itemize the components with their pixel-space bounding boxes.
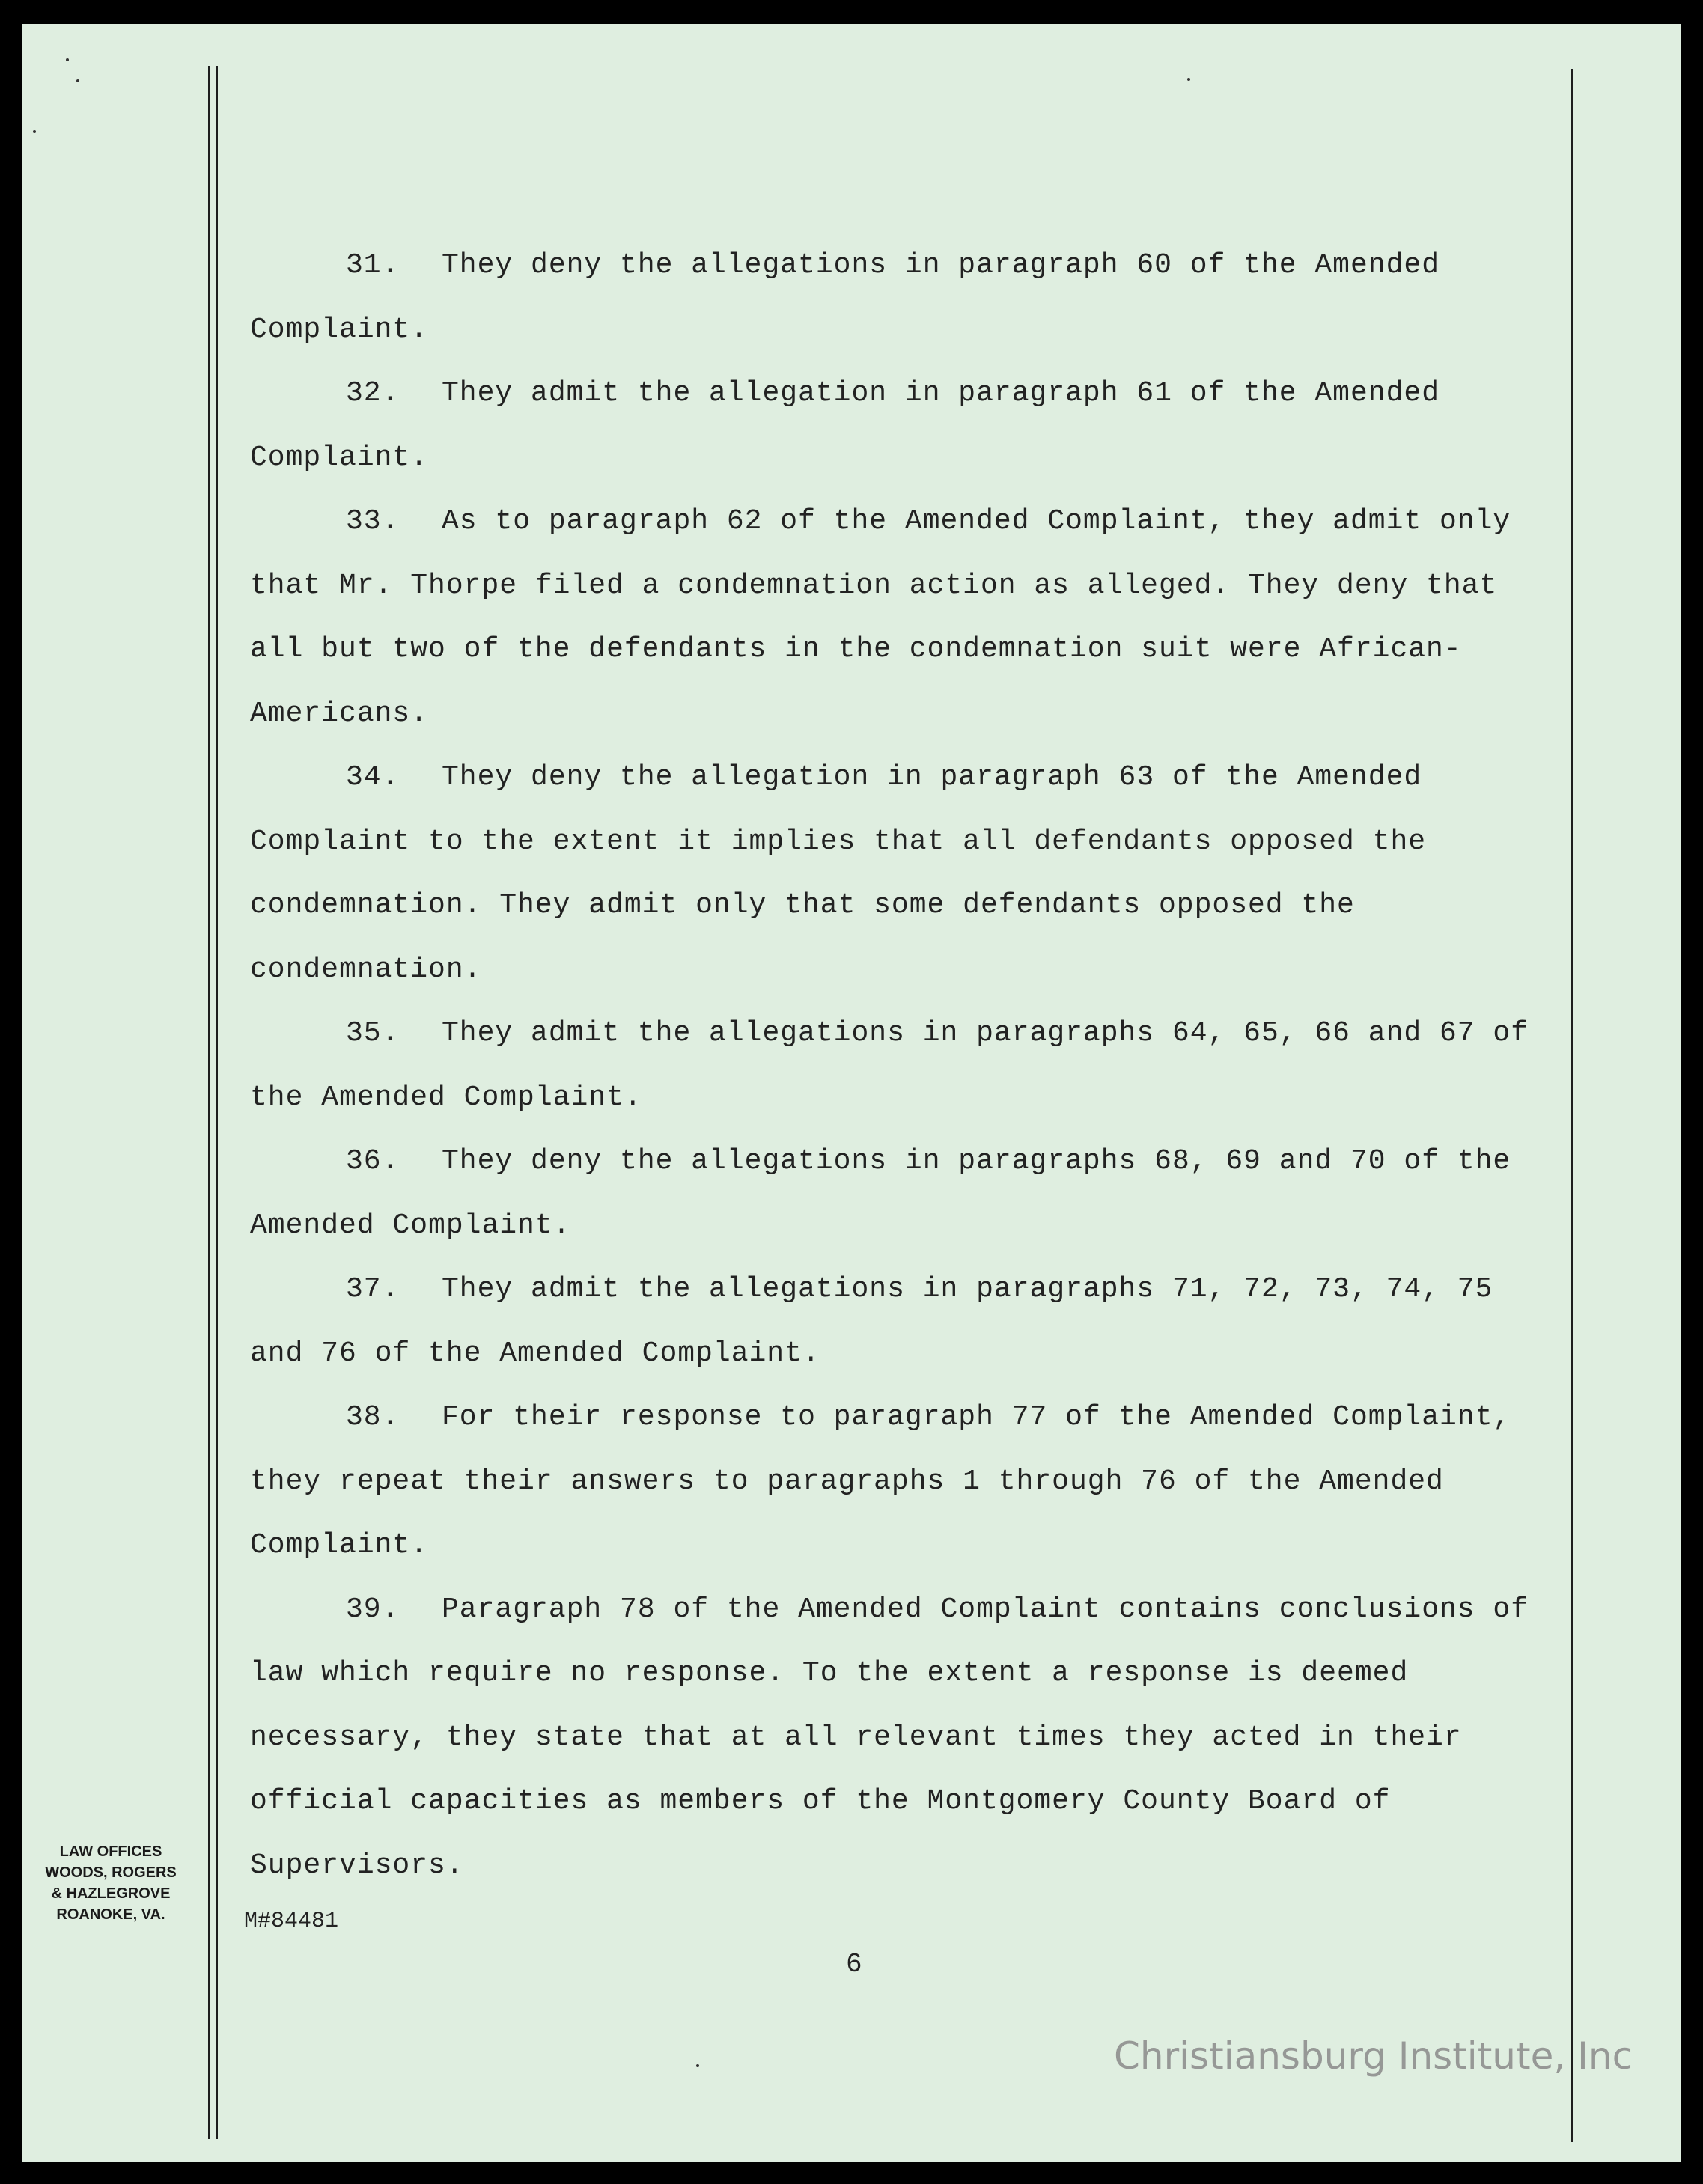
paragraph-text: They deny the allegation in paragraph 63 of the Amended Complaint to the extent it implies that all defendants opposed the condemnation. They admit only that some defendants opposed the condemnation. [250, 761, 1427, 986]
paragraph-39 [250, 1578, 1538, 1898]
left-margin-rule [208, 66, 210, 2139]
paragraph-37 [250, 1257, 1538, 1385]
paragraph-number: 34. [346, 761, 400, 793]
paragraph-number: 33. [346, 505, 400, 537]
paragraph-text: They admit the allegation in paragraph 61 of the Amended Complaint. [250, 377, 1440, 474]
paragraph-text: They deny the allegations in paragraphs 68, 69 and 70 of the Amended Complaint. [250, 1145, 1511, 1242]
paragraph-number: 39. [346, 1593, 400, 1626]
firm-line: WOODS, ROGERS [45, 1864, 177, 1881]
firm-line: ROANOKE, VA. [56, 1906, 165, 1923]
left-margin-rule-inner [216, 66, 218, 2139]
paragraph-text: As to paragraph 62 of the Amended Complaint, they admit only that Mr. Thorpe filed a condemnation action as alleged. They deny that all but two of the defendants in the condemnation suit were African-Americans. [250, 505, 1511, 730]
right-margin-rule [1571, 69, 1573, 2142]
scan-speck [1187, 78, 1190, 81]
paragraph-34 [250, 745, 1538, 1001]
paragraph-number: 32. [346, 377, 400, 409]
paragraph-35 [250, 1001, 1538, 1129]
paragraph-31 [250, 234, 1538, 362]
scan-speck [76, 79, 79, 82]
firm-line: LAW OFFICES [59, 1843, 162, 1860]
paragraph-number: 38. [346, 1401, 400, 1433]
paragraph-text: Paragraph 78 of the Amended Complaint contains conclusions of law which require no response. To the extent a response is deemed necessary, they state that at all relevant times they acted in their official capacities as members of the Montgomery County Board of Supervisors. [250, 1593, 1529, 1882]
paragraph-number: 36. [346, 1145, 400, 1177]
law-firm-block [43, 1841, 178, 1925]
archive-watermark: Christiansburg Institute, Inc [1114, 2034, 1633, 2078]
paragraph-38 [250, 1385, 1538, 1578]
answer-body [250, 234, 1538, 1897]
paragraph-text: They admit the allegations in paragraphs 64, 65, 66 and 67 of the Amended Complaint. [250, 1017, 1529, 1114]
paragraph-33 [250, 489, 1538, 745]
paragraph-text: For their response to paragraph 77 of the Amended Complaint, they repeat their answers to paragraphs 1 through 76 of the Amended Complaint. [250, 1401, 1511, 1561]
paragraph-text: They deny the allegations in paragraph 60 of the Amended Complaint. [250, 249, 1440, 346]
scan-speck [696, 2064, 699, 2067]
paragraph-36 [250, 1129, 1538, 1257]
document-id: M#84481 [244, 1909, 339, 1934]
document-page [22, 24, 1681, 2162]
paragraph-number: 35. [346, 1017, 400, 1049]
page-number: 6 [846, 1949, 862, 1980]
firm-line: & HAZLEGROVE [51, 1885, 171, 1902]
paragraph-text: They admit the allegations in paragraphs 71, 72, 73, 74, 75 and 76 of the Amended Complaint. [250, 1273, 1493, 1370]
paragraph-number: 37. [346, 1273, 400, 1305]
scan-speck [66, 58, 69, 61]
scan-speck [33, 130, 36, 133]
paragraph-number: 31. [346, 249, 400, 281]
paragraph-32 [250, 362, 1538, 489]
